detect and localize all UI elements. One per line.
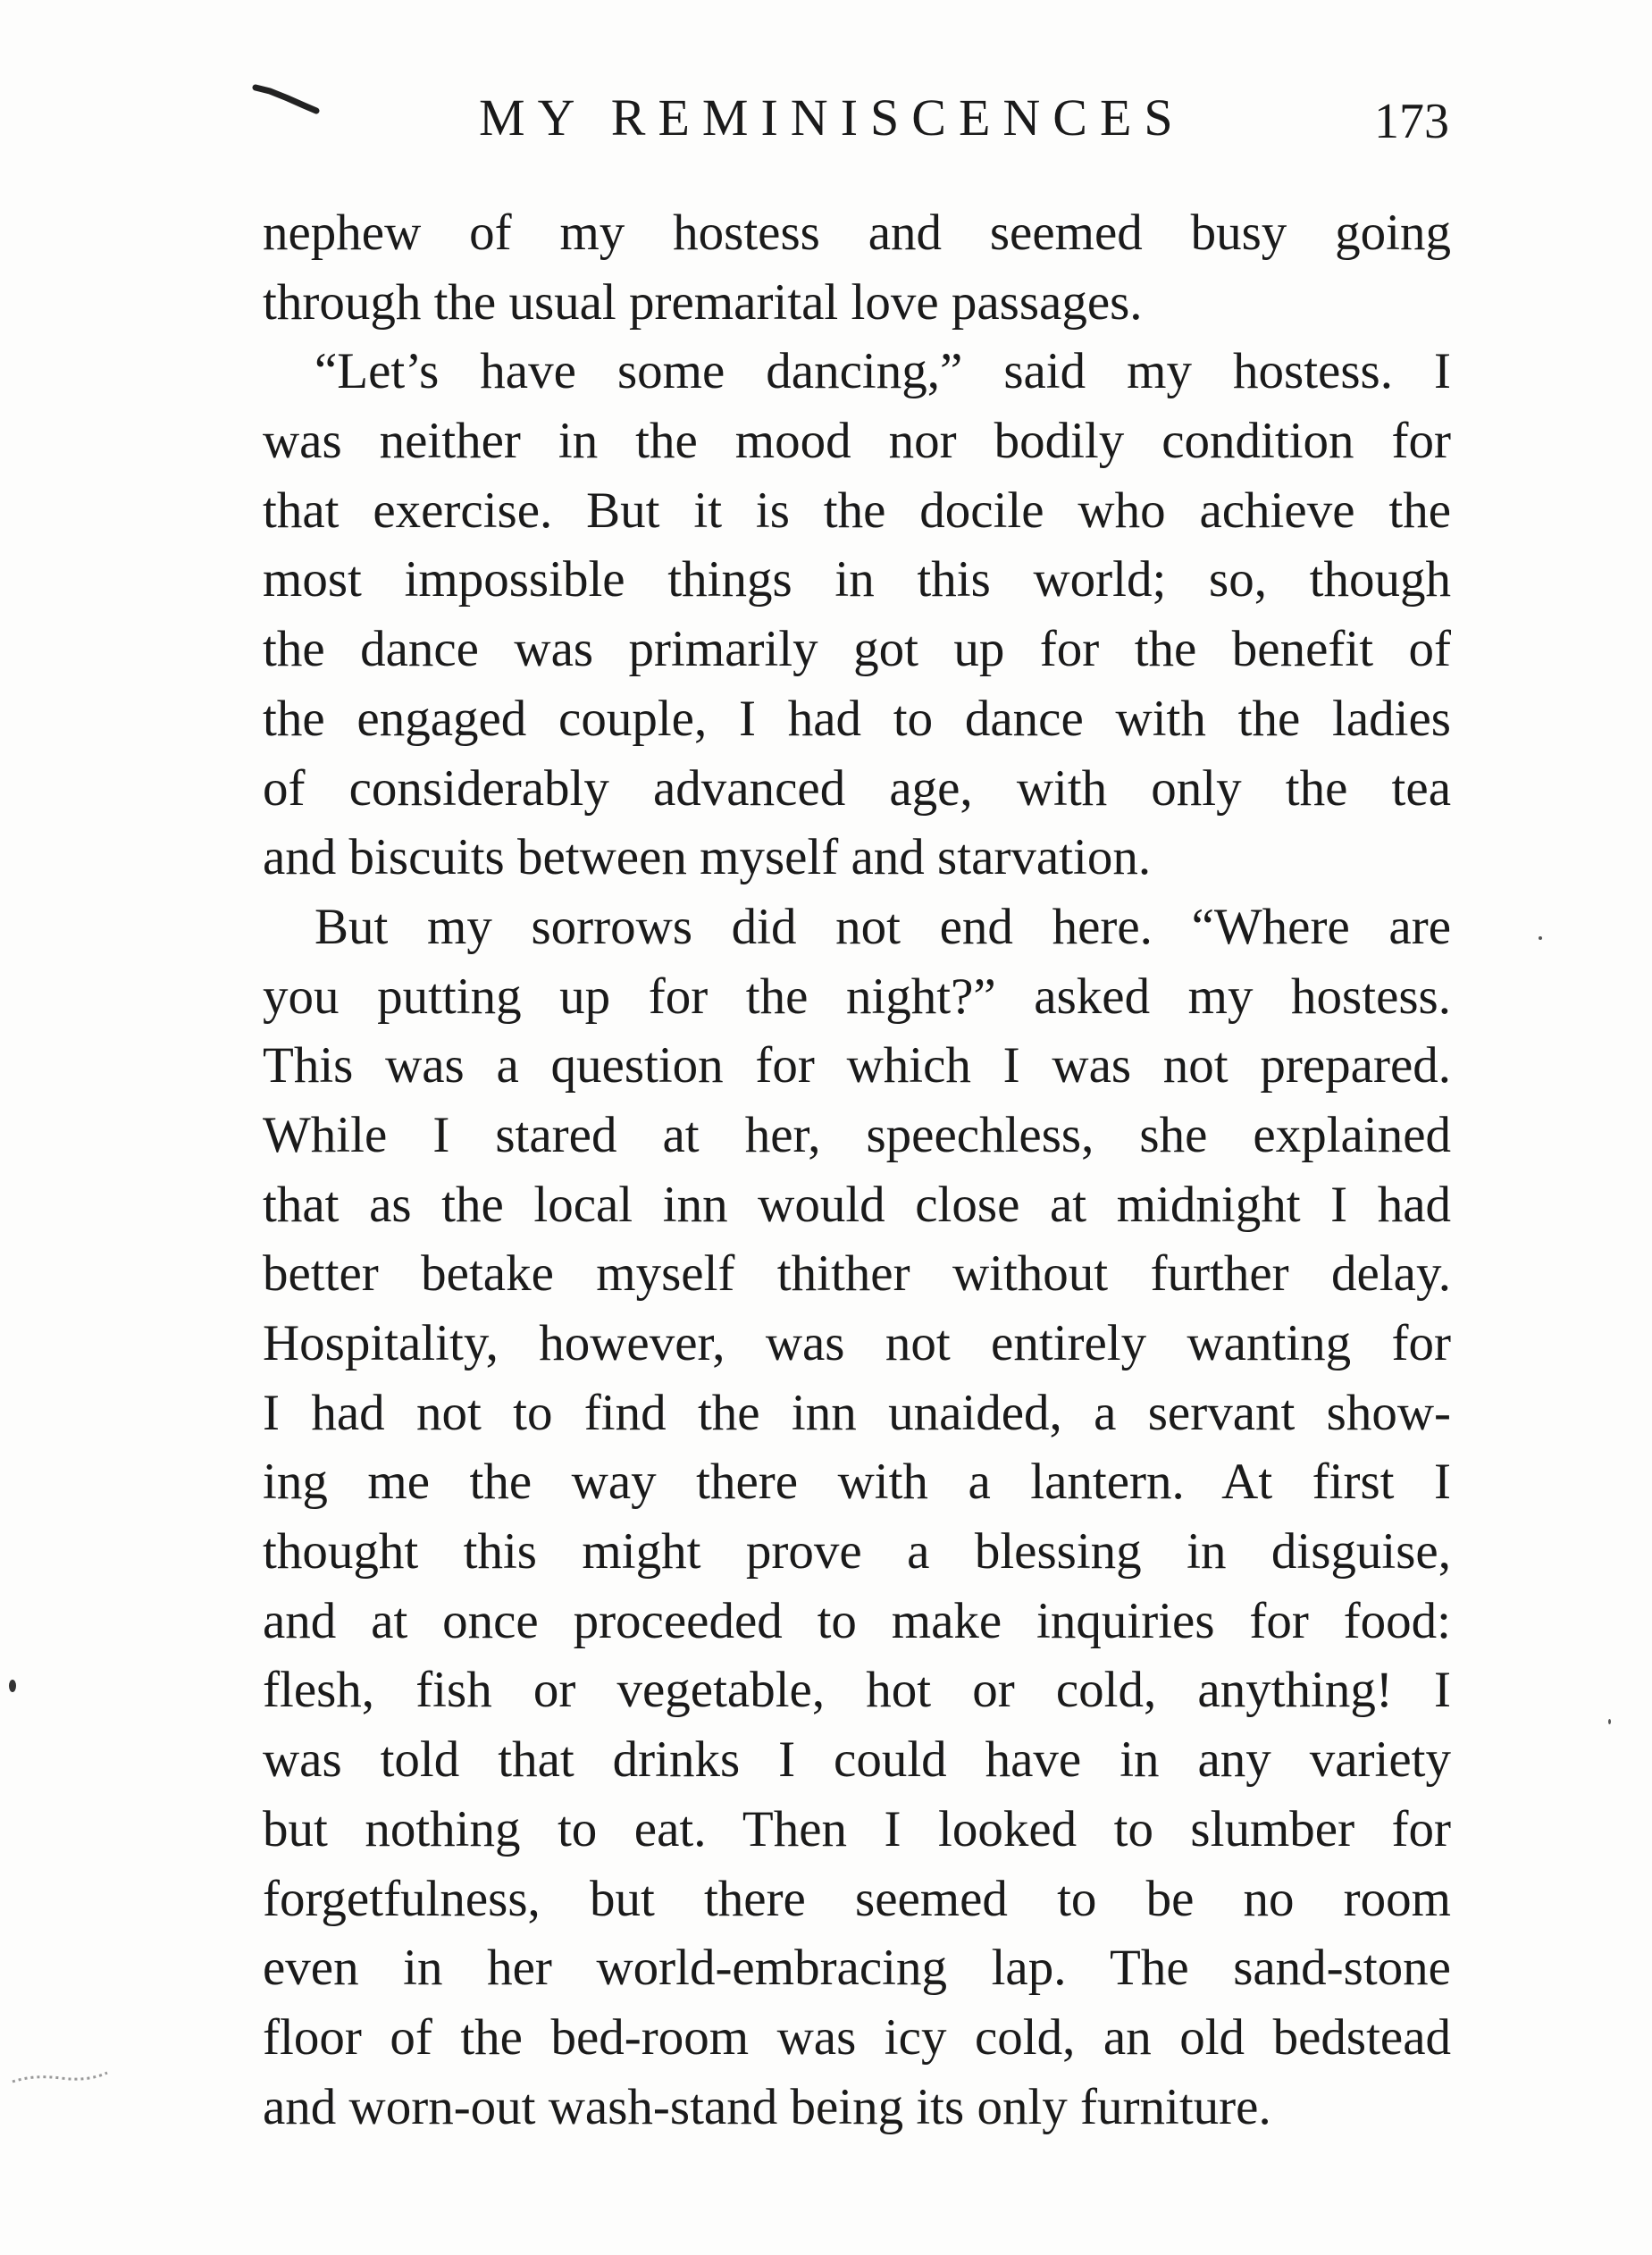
text-line: but nothing to eat. Then I looked to slumber for — [263, 1800, 1451, 1857]
text-line: floor of the bed-room was icy cold, an old bedstead — [263, 2008, 1451, 2066]
text-line: better betake myself thither without further delay. — [263, 1245, 1451, 1303]
text-line: through the usual premarital love passages. — [263, 273, 1143, 331]
scan-speck — [9, 1680, 16, 1692]
text-line: the engaged couple, I had to dance with the ladies — [263, 690, 1451, 747]
text-line: the dance was primarily got up for the benefit of — [263, 621, 1451, 678]
text-line: I had not to find the inn unaided, a servant show- — [263, 1384, 1451, 1441]
text-line: was told that drinks I could have in any variety — [263, 1731, 1451, 1789]
text-line: While I stared at her, speechless, she explained — [263, 1106, 1451, 1163]
text-line: you putting up for the night?” asked my hostess. — [263, 968, 1451, 1025]
text-line: flesh, fish or vegetable, hot or cold, anything! I — [263, 1662, 1451, 1719]
scan-smudge — [7, 2055, 114, 2091]
text-line: that as the local inn would close at midnight I had — [263, 1176, 1451, 1233]
text-line: Hospitality, however, was not entirely wanting for — [263, 1315, 1451, 1371]
scan-speck — [1608, 1719, 1611, 1724]
text-line: most impossible things in this world; so, though — [263, 551, 1451, 608]
text-line: ing me the way there with a lantern. At first I — [263, 1454, 1451, 1511]
page-header — [261, 82, 1449, 154]
running-title: MY REMINISCENCES — [479, 88, 1186, 147]
text-line: and at once proceeded to make inquiries for food: — [263, 1592, 1451, 1649]
text-line: even in her world-embracing lap. The sand-stone — [263, 1940, 1451, 1997]
text-line: and worn-out wash-stand being its only furniture. — [263, 2078, 1271, 2135]
text-line: “Let’s have some dancing,” said my hostess. I — [314, 343, 1451, 400]
body-text — [263, 198, 1451, 2142]
text-line: But my sorrows did not end here. “Where are — [314, 898, 1451, 955]
text-line: forgetfulness, but there seemed to be no room — [263, 1870, 1451, 1927]
text-line: and biscuits between myself and starvation. — [263, 829, 1152, 886]
text-line: that exercise. But it is the docile who achieve the — [263, 482, 1451, 539]
scan-speck — [1539, 936, 1542, 940]
text-line: of considerably advanced age, with only the tea — [263, 759, 1451, 817]
text-line: This was a question for which I was not prepared. — [263, 1037, 1451, 1094]
text-line: was neither in the mood nor bodily condition for — [263, 413, 1451, 470]
text-line: nephew of my hostess and seemed busy going — [263, 205, 1451, 261]
page-number: 173 — [1374, 94, 1449, 149]
text-line: thought this might prove a blessing in disguise, — [263, 1523, 1451, 1580]
